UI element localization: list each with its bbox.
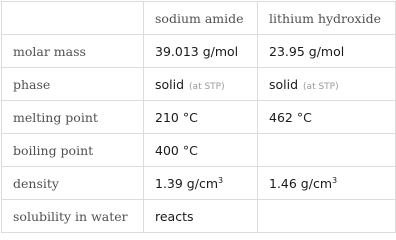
- cell-sodium-amide-melting-point: 210 °C: [144, 101, 258, 134]
- cell-sodium-amide-solubility: reacts: [144, 200, 258, 233]
- row-density: [2, 167, 396, 200]
- cell-sodium-amide-boiling-point: 400 °C: [144, 134, 258, 167]
- cell-lithium-hydroxide-molar-mass: 23.95 g/mol: [258, 35, 396, 68]
- row-label: solubility in water: [2, 200, 144, 233]
- phase-value: solid: [155, 76, 185, 92]
- row-molar-mass: [2, 35, 396, 68]
- phase-value: solid: [269, 76, 299, 92]
- row-phase: [2, 68, 396, 101]
- phase-note: (at STP): [303, 81, 339, 92]
- cell-sodium-amide-density: [144, 167, 258, 200]
- row-label: molar mass: [2, 35, 144, 68]
- comparison-table: [1, 1, 396, 233]
- cell-lithium-hydroxide-melting-point: 462 °C: [258, 101, 396, 134]
- density-value: 1.39 g/cm: [155, 175, 219, 191]
- cell-sodium-amide-molar-mass: 39.013 g/mol: [144, 35, 258, 68]
- density-value: 1.46 g/cm: [269, 175, 333, 191]
- row-label: boiling point: [2, 134, 144, 167]
- header-sodium-amide: sodium amide: [144, 2, 258, 35]
- cell-sodium-amide-phase: [144, 68, 258, 101]
- cell-lithium-hydroxide-density: [258, 167, 396, 200]
- density-exponent: 3: [218, 175, 224, 185]
- density-exponent: 3: [332, 175, 338, 185]
- header-row: [2, 2, 396, 35]
- cell-lithium-hydroxide-phase: [258, 68, 396, 101]
- row-label: melting point: [2, 101, 144, 134]
- row-label: phase: [2, 68, 144, 101]
- cell-lithium-hydroxide-solubility: [258, 200, 396, 233]
- header-lithium-hydroxide: lithium hydroxide: [258, 2, 396, 35]
- row-melting-point: [2, 101, 396, 134]
- cell-lithium-hydroxide-boiling-point: [258, 134, 396, 167]
- header-empty-cell: [2, 2, 144, 35]
- row-label: density: [2, 167, 144, 200]
- row-solubility: [2, 200, 396, 233]
- row-boiling-point: [2, 134, 396, 167]
- phase-note: (at STP): [189, 81, 225, 92]
